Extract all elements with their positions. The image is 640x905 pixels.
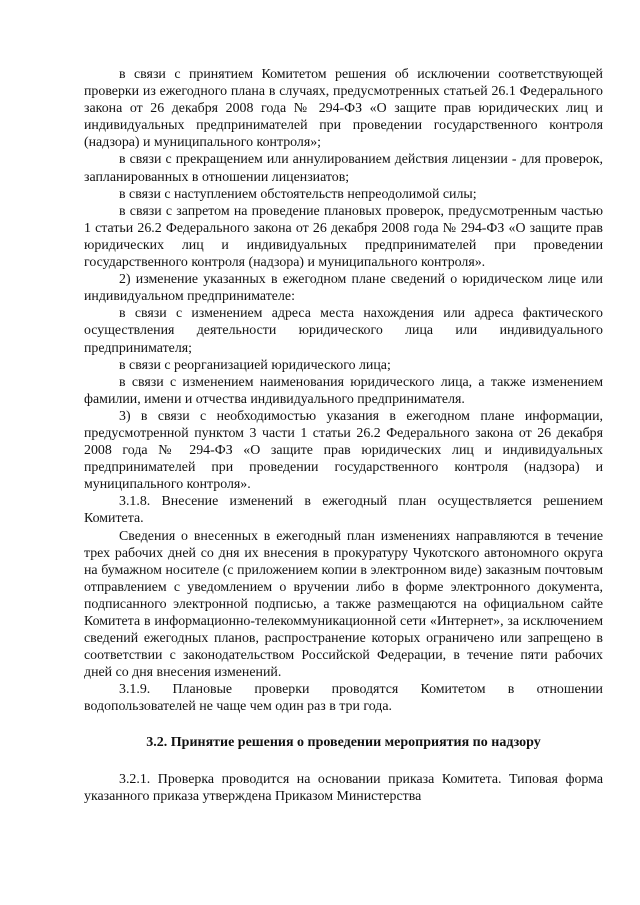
paragraph: 3.1.9. Плановые проверки проводятся Комитетом в отношении водопользователей не чаще чем один раз в три года.: [84, 682, 603, 715]
paragraph: 3.1.8. Внесение изменений в ежегодный план осуществляется решением Комитета.: [84, 494, 603, 527]
paragraph: в связи с прекращением или аннулированием действия лицензии - для проверок, запланированных в отношении лицензиатов;: [84, 152, 603, 185]
document-body: [84, 66, 603, 805]
paragraph: Сведения о внесенных в ежегодный план изменениях направляются в течение трех рабочих дней со дня их внесения в прокуратуру Чукотского автономного округа на бумажном носителе (с приложением копии в электронном виде) заказным почтовым отправлением с уведомлением о вручении либо в форме электронного документа, подписанного электронной подписью, а также размещаются на официальном сайте Комитета в информационно-телекоммуникационной сети «Интернет», за исключением сведений ежегодных планов, распространение которых ограничено или запрещено в соответствии с законодательством Российской Федерации, в течение пяти рабочих дней со дня внесения изменений.: [84, 528, 603, 681]
paragraph: в связи с запретом на проведение плановых проверок, предусмотренным частью 1 статьи 26.2 Федерального закона от 26 декабря 2008 года № 294-ФЗ «О защите прав юридических лиц и индивидуальных предпринимателей при проведении государственного контроля (надзора) и муниципального контроля».: [84, 203, 603, 271]
section-heading: 3.2. Принятие решения о проведении мероприятия по надзору: [146, 734, 541, 750]
paragraph: 3.2.1. Проверка проводится на основании приказа Комитета. Типовая форма указанного приказа утверждена Приказом Министерства: [84, 771, 603, 804]
paragraph: в связи с изменением наименования юридического лица, а также изменением фамилии, имени и отчества индивидуального предпринимателя.: [84, 374, 603, 407]
paragraph: в связи с изменением адреса места нахождения или адреса фактического осуществления деятельности юридического лица или индивидуального предпринимателя;: [84, 306, 603, 356]
paragraph: в связи с реорганизацией юридического лица;: [119, 357, 391, 373]
paragraph: 2) изменение указанных в ежегодном плане сведений о юридическом лице или индивидуальном предпринимателе:: [84, 272, 603, 305]
paragraph: в связи с принятием Комитетом решения об исключении соответствующей проверки из ежегодного плана в случаях, предусмотренных статьей 26.1 Федерального закона от 26 декабря 2008 года № 294-ФЗ «О защите прав юридических лиц и индивидуальных предпринимателей при проведении государственного контроля (надзора) и муниципального контроля»;: [84, 67, 603, 151]
paragraph: 3) в связи с необходимостью указания в ежегодном плане информации, предусмотренной пунктом 3 части 1 статьи 26.2 Федерального закона от 26 декабря 2008 года № 294-ФЗ «О защите прав юридических лиц и индивидуальных предпринимателей при проведении государственного контроля (надзора) и муниципального контроля».: [84, 408, 603, 493]
paragraph: в связи с наступлением обстоятельств непреодолимой силы;: [119, 186, 477, 202]
